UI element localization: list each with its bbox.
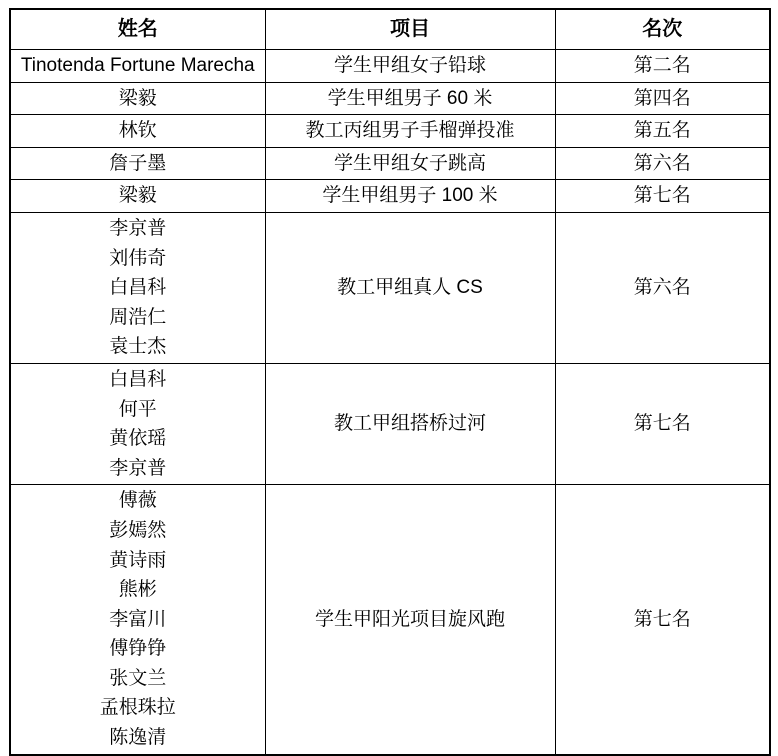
participant-name: 傅薇 bbox=[118, 490, 157, 512]
participant-name: 彭嫣然 bbox=[109, 519, 167, 541]
name-cell bbox=[10, 50, 265, 83]
participant-name: 黄诗雨 bbox=[109, 549, 167, 571]
table-row bbox=[10, 147, 770, 180]
participant-name: 白昌科 bbox=[109, 277, 167, 299]
event-cell: 学生甲阳光项目旋风跑 bbox=[265, 485, 555, 755]
participant-name: 梁毅 bbox=[118, 185, 157, 207]
participant-name: 熊彬 bbox=[118, 579, 157, 601]
table-row bbox=[10, 50, 770, 83]
name-cell bbox=[10, 485, 265, 755]
event-cell: 教工丙组男子手榴弹投准 bbox=[265, 115, 555, 148]
table-body bbox=[10, 50, 770, 755]
table-row bbox=[10, 180, 770, 213]
rank-cell: 第二名 bbox=[555, 50, 770, 83]
participant-name: 李京普 bbox=[109, 457, 167, 479]
table-row bbox=[10, 485, 770, 755]
participant-name: 孟根珠拉 bbox=[99, 697, 176, 719]
participant-name: 黄依瑶 bbox=[109, 428, 167, 450]
participant-name: 陈逸清 bbox=[109, 727, 167, 749]
event-cell: 教工甲组搭桥过河 bbox=[265, 363, 555, 484]
participant-name: 李京普 bbox=[109, 217, 167, 239]
table-row bbox=[10, 115, 770, 148]
rank-cell: 第六名 bbox=[555, 212, 770, 363]
header-rank: 名次 bbox=[555, 9, 770, 50]
participant-name: Tinotenda Fortune Marecha bbox=[20, 55, 255, 76]
event-cell: 学生甲组女子铅球 bbox=[265, 50, 555, 83]
name-cell bbox=[10, 363, 265, 484]
header-event: 项目 bbox=[265, 9, 555, 50]
participant-name: 傅铮铮 bbox=[109, 638, 167, 660]
name-cell bbox=[10, 212, 265, 363]
name-cell bbox=[10, 115, 265, 148]
event-cell: 教工甲组真人 CS bbox=[265, 212, 555, 363]
event-cell: 学生甲组女子跳高 bbox=[265, 147, 555, 180]
name-cell bbox=[10, 82, 265, 115]
participant-name: 李富川 bbox=[109, 608, 167, 630]
participant-name: 张文兰 bbox=[109, 667, 167, 689]
participant-name: 詹子墨 bbox=[109, 152, 167, 174]
rank-cell: 第七名 bbox=[555, 485, 770, 755]
name-cell bbox=[10, 147, 265, 180]
name-cell bbox=[10, 180, 265, 213]
participant-name: 何平 bbox=[118, 398, 157, 420]
table-row bbox=[10, 82, 770, 115]
rank-cell: 第七名 bbox=[555, 363, 770, 484]
participant-name: 周浩仁 bbox=[109, 306, 167, 328]
event-cell: 学生甲组男子 60 米 bbox=[265, 82, 555, 115]
participant-name: 白昌科 bbox=[109, 368, 167, 390]
participant-name: 林钦 bbox=[118, 120, 157, 142]
participant-name: 梁毅 bbox=[118, 87, 157, 109]
header-row bbox=[10, 9, 770, 50]
rank-cell: 第六名 bbox=[555, 147, 770, 180]
participant-name: 袁士杰 bbox=[109, 336, 167, 358]
table-row bbox=[10, 363, 770, 484]
table-header bbox=[10, 9, 770, 50]
participant-name: 刘伟奇 bbox=[109, 247, 167, 269]
rank-cell: 第五名 bbox=[555, 115, 770, 148]
results-table bbox=[9, 8, 771, 756]
rank-cell: 第四名 bbox=[555, 82, 770, 115]
rank-cell: 第七名 bbox=[555, 180, 770, 213]
table-row bbox=[10, 212, 770, 363]
event-cell: 学生甲组男子 100 米 bbox=[265, 180, 555, 213]
header-name: 姓名 bbox=[10, 9, 265, 50]
